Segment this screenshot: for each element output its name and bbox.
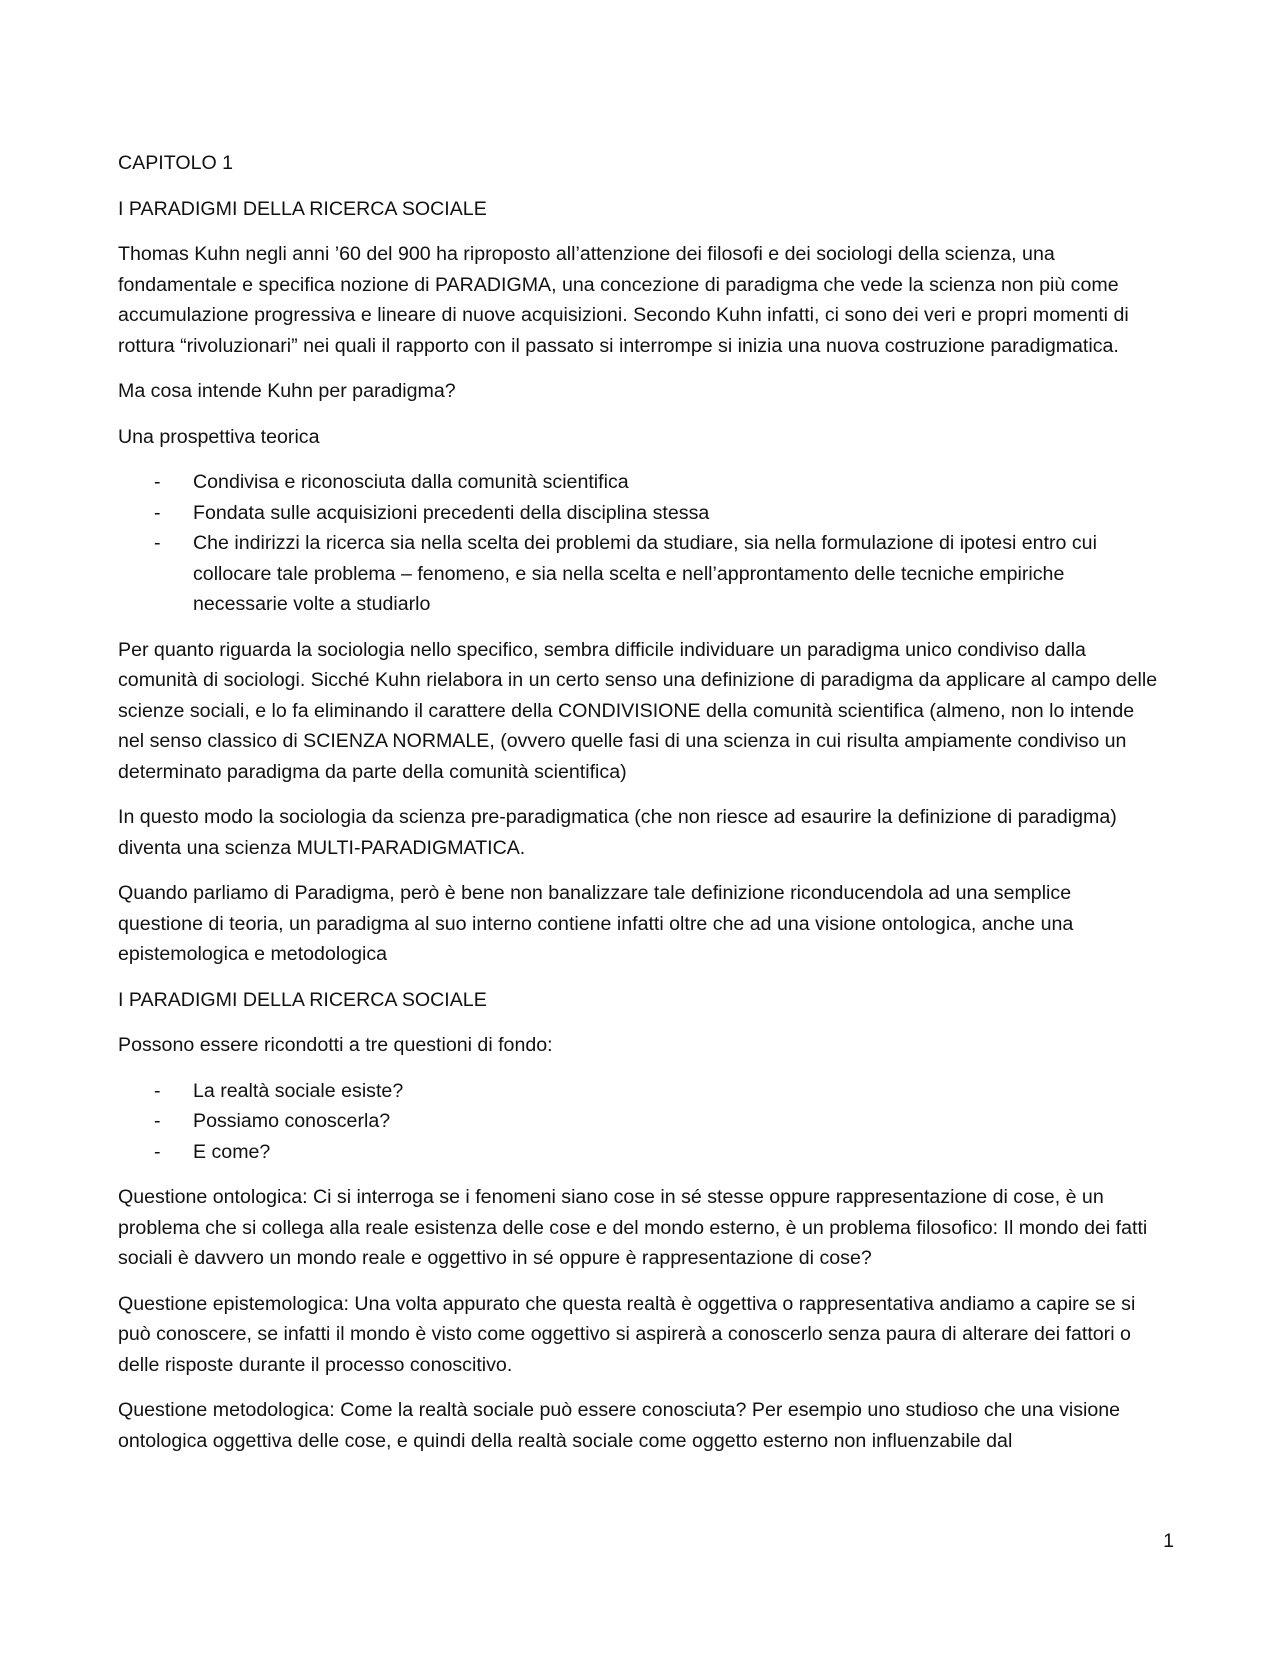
dash-bullet: - <box>154 471 161 493</box>
dash-bullet: - <box>154 1140 161 1163</box>
list-item-text: Possiamo conoscerla? <box>193 1110 391 1132</box>
paragraph-ontologica: Questione ontologica: Ci si interroga se i fenomeni siano cose in sé stesse oppure rappresentazione di cose, è un problema che si collega alla reale esistenza delle cose e del mondo esterno, è un problema filosofico: Il mondo dei fatti sociali è davvero un mondo reale e oggettivo in sé oppure è rappresentazione di cose? <box>118 1186 1148 1269</box>
list-item-text: Che indirizzi la ricerca sia nella scelta dei problemi da studiare, sia nella formulazione di ipotesi entro cui collocare tale problema – fenomeno, e sia nella scelta e nell’approntamento delle tecniche empiriche necessarie volte a studiarlo <box>193 532 1097 615</box>
paragraph-question: Ma cosa intende Kuhn per paradigma? <box>118 380 456 402</box>
list-item-text: E come? <box>193 1140 271 1163</box>
paragraph-epistemologica: Questione epistemologica: Una volta appurato che questa realtà è oggettiva o rappresentativa andiamo a capire se si può conoscere, se infatti il mondo è visto come oggettivo si aspirerà a conoscerlo senza paura di alterare dei fattori o delle risposte durante il processo conoscitivo. <box>118 1292 1136 1376</box>
paradigm-characteristics-list <box>118 467 1158 620</box>
list-item <box>118 498 1158 529</box>
dash-bullet: - <box>154 532 161 554</box>
paragraph-list-intro: Una prospettiva teorica <box>118 425 320 448</box>
list-item <box>118 1076 1158 1107</box>
dash-bullet: - <box>154 501 161 524</box>
list-item-text: La realtà sociale esiste? <box>193 1079 404 1102</box>
list-item <box>118 467 1158 498</box>
list-item-text: Fondata sulle acquisizioni precedenti della disciplina stessa <box>193 501 710 524</box>
section-heading: I PARADIGMI DELLA RICERCA SOCIALE <box>118 988 487 1011</box>
dash-bullet: - <box>154 1079 161 1102</box>
fundamental-questions-list <box>118 1076 1158 1168</box>
section-heading: I PARADIGMI DELLA RICERCA SOCIALE <box>118 197 487 220</box>
page-content <box>118 148 1158 1471</box>
chapter-heading: CAPITOLO 1 <box>118 152 234 174</box>
page-number: 1 <box>1163 1530 1174 1552</box>
list-item <box>118 1106 1158 1137</box>
paragraph-metodologica: Questione metodologica: Come la realtà sociale può essere conosciuta? Per esempio uno studioso che una visione ontologica oggettiva delle cose, e quindi della realtà sociale come oggetto esterno non influenzabile dal <box>118 1399 1121 1452</box>
list-item-text: Condivisa e riconosciuta dalla comunità scientifica <box>193 471 629 493</box>
paragraph-sociologia: Per quanto riguarda la sociologia nello specifico, sembra difficile individuare un paradigma unico condiviso dalla comunità di sociologi. Sicché Kuhn rielabora in un certo senso una definizione di paradigma da applicare al campo delle scienze sociali, e lo fa eliminando il carattere della CONDIVISIONE della comunità scientifica (almeno, non lo intende nel senso classico di SCIENZA NORMALE, (ovvero quelle fasi di una scienza in cui risulta ampiamente condiviso un determinato paradigma da parte della comunità scientifica) <box>118 638 1158 783</box>
paragraph-quando: Quando parliamo di Paradigma, però è bene non banalizzare tale definizione riconducendola ad una semplice questione di teoria, un paradigma al suo interno contiene infatti oltre che ad una visione ontologica, anche una epistemologica e metodologica <box>118 882 1074 965</box>
paragraph-kuhn: Thomas Kuhn negli anni ’60 del 900 ha riproposto all’attenzione dei filosofi e dei sociologi della scienza, una fondamentale e specifica nozione di PARADIGMA, una concezione di paradigma che vede la scienza non più come accumulazione progressiva e lineare di nuove acquisizioni. Secondo Kuhn infatti, ci sono dei veri e propri momenti di rottura “rivoluzionari” nei quali il rapporto con il passato si interrompe si inizia una nuova costruzione paradigmatica. <box>118 243 1129 357</box>
list-item <box>118 528 1158 620</box>
paragraph-list-intro: Possono essere ricondotti a tre questioni di fondo: <box>118 1034 553 1056</box>
dash-bullet: - <box>154 1110 161 1132</box>
paragraph-multi-paradigmatica: In questo modo la sociologia da scienza pre-paradigmatica (che non riesce ad esaurire la definizione di paradigma) diventa una scienza MULTI-PARADIGMATICA. <box>118 806 1117 859</box>
list-item <box>118 1137 1158 1168</box>
